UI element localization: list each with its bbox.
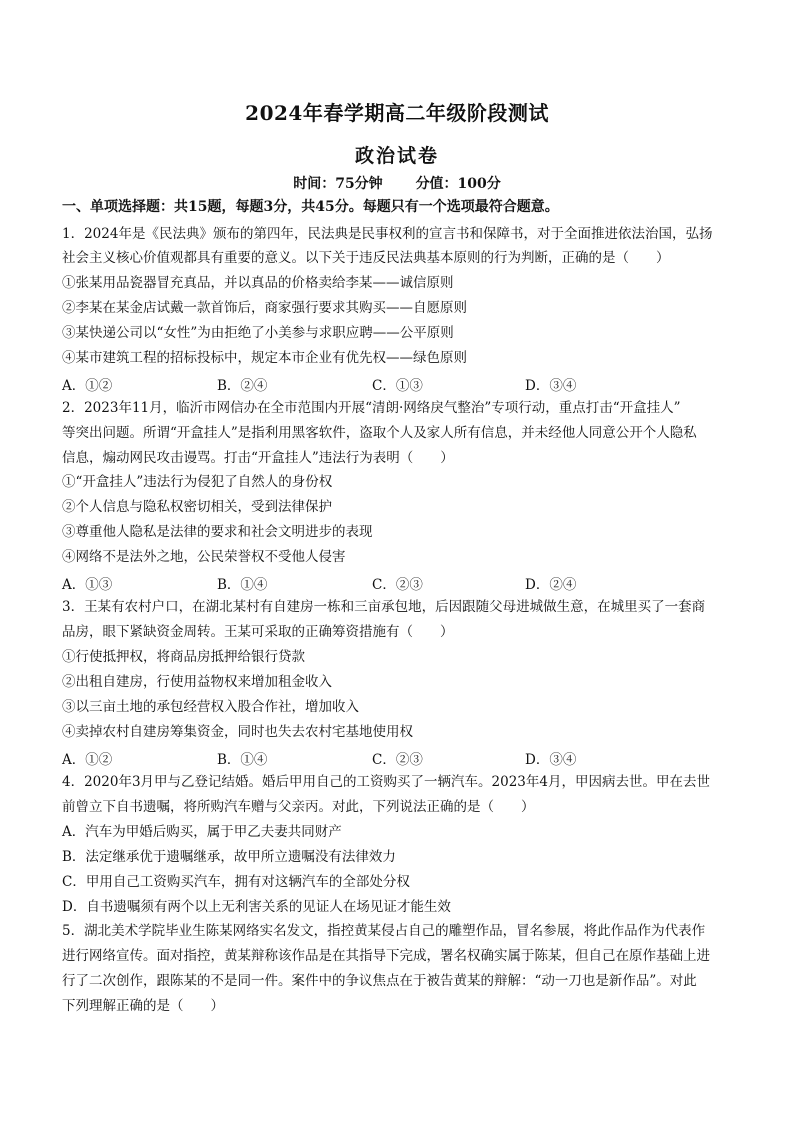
q2-item-1: ①“开盒挂人”违法行为侵犯了自然人的身份权	[62, 474, 333, 490]
q4-stem-1: 4．2020年3月甲与乙登记结婚。婚后甲用自己的工资购买了一辆汽车。2023年4月，甲因病去世。甲在去世	[62, 774, 710, 790]
exam-title: 2024年春学期高二年级阶段测试	[245, 101, 549, 125]
q3-stem-2: 品房，眼下紧缺资金周转。王某可采取的正确筹资措施有（ ）	[62, 624, 454, 640]
q1-item-4: ④某市建筑工程的招标投标中，规定本市企业有优先权——绿色原则	[62, 350, 467, 366]
q5-stem-4: 下列理解正确的是（ ）	[62, 998, 224, 1014]
q4-choice-d[interactable]: D．自书遗嘱须有两个以上无利害关系的见证人在场见证才能生效	[62, 899, 451, 915]
q2-options	[62, 573, 742, 591]
q5-stem-1: 5．湖北美术学院毕业生陈某网络实名发文，指控黄某侵占自己的雕塑作品，冒名参展，将此作品作为代表作	[62, 923, 706, 939]
q1-item-2: ②李某在某金店试戴一款首饰后，商家强行要求其购买——自愿原则	[62, 300, 467, 316]
q4-stem-2: 前曾立下自书遗嘱，将所购汽车赠与父亲丙。对此，下列说法正确的是（ ）	[62, 799, 535, 815]
q3-option-b[interactable]: B．①④	[217, 752, 268, 768]
exam-score: 分值：100分	[415, 176, 501, 192]
q1-item-3: ③某快递公司以“女性”为由拒绝了小美参与求职应聘——公平原则	[62, 325, 454, 341]
q3-item-3: ③以三亩土地的承包经营权入股合作社，增加收入	[62, 699, 359, 715]
q4-choice-a[interactable]: A．汽车为甲婚后购买，属于甲乙夫妻共同财产	[62, 824, 342, 840]
q2-option-d[interactable]: D．②④	[525, 577, 577, 593]
exam-meta	[0, 173, 794, 193]
q3-item-2: ②出租自建房，行使用益物权来增加租金收入	[62, 674, 332, 690]
q3-option-a[interactable]: A．①②	[62, 752, 113, 768]
q1-item-1: ①张某用品瓷器冒充真品，并以真品的价格卖给李某——诚信原则	[62, 275, 454, 291]
q1-option-a[interactable]: A．①②	[62, 378, 113, 394]
section-heading: 一、单项选择题：共15题，每题3分，共45分。每题只有一个选项最符合题意。	[62, 199, 559, 215]
q3-option-d[interactable]: D．③④	[525, 752, 577, 768]
q2-option-b[interactable]: B．①④	[217, 577, 268, 593]
q1-options	[62, 374, 742, 392]
q1-option-d[interactable]: D．③④	[525, 378, 577, 394]
q3-option-c[interactable]: C．②③	[372, 752, 423, 768]
q3-item-1: ①行使抵押权，将商品房抵押给银行贷款	[62, 649, 305, 665]
exam-time: 时间：75分钟	[293, 176, 383, 192]
q3-item-4: ④卖掉农村自建房筹集资金，同时也失去农村宅基地使用权	[62, 724, 413, 740]
q2-item-3: ③尊重他人隐私是法律的要求和社会文明进步的表现	[62, 524, 373, 540]
q1-option-b[interactable]: B．②④	[217, 378, 268, 394]
q4-choice-b[interactable]: B．法定继承优于遗嘱继承，故甲所立遗嘱没有法律效力	[62, 849, 396, 865]
q1-option-c[interactable]: C．①③	[372, 378, 423, 394]
q5-stem-2: 进行网络宣传。面对指控，黄某辩称该作品是在其指导下完成，署名权确实属于陈某，但自己在原作基础上进	[62, 948, 710, 964]
q2-item-4: ④网络不是法外之地，公民荣誉权不受他人侵害	[62, 549, 346, 565]
q2-option-a[interactable]: A．①③	[62, 577, 113, 593]
q2-stem-3: 信息，煽动网民攻击谩骂。打击“开盒挂人”违法行为表明（ ）	[62, 450, 454, 466]
q1-stem-1: 1．2024年是《民法典》颁布的第四年，民法典是民事权利的宣言书和保障书，对于全面推进依法治国，弘扬	[62, 226, 713, 242]
q3-stem-1: 3．王某有农村户口，在湖北某村有自建房一栋和三亩承包地，后因跟随父母进城做生意，在城里买了一套商	[62, 599, 706, 615]
q2-stem-1: 2．2023年11月，临沂市网信办在全市范围内开展“清朗·网络戾气整治”专项行动，重点打击“开盒挂人”	[62, 400, 681, 416]
q2-item-2: ②个人信息与隐私权密切相关，受到法律保护	[62, 499, 332, 515]
q4-choice-c[interactable]: C．甲用自己工资购买汽车，拥有对这辆汽车的全部处分权	[62, 874, 410, 890]
q5-stem-3: 行了二次创作，跟陈某的不是同一件。案件中的争议焦点在于被告黄某的辩解：“动一刀也是新作品”。对此	[62, 973, 697, 989]
q2-stem-2: 等突出问题。所谓“开盒挂人”是指利用黑客软件，盗取个人及家人所有信息，并未经他人同意公开个人隐私	[62, 425, 697, 441]
q3-options	[62, 748, 742, 766]
q1-stem-2: 社会主义核心价值观都具有重要的意义。以下关于违反民法典基本原则的行为判断，正确的是（ ）	[62, 250, 670, 266]
exam-subject: 政治试卷	[354, 145, 439, 167]
q2-option-c[interactable]: C．②③	[372, 577, 423, 593]
